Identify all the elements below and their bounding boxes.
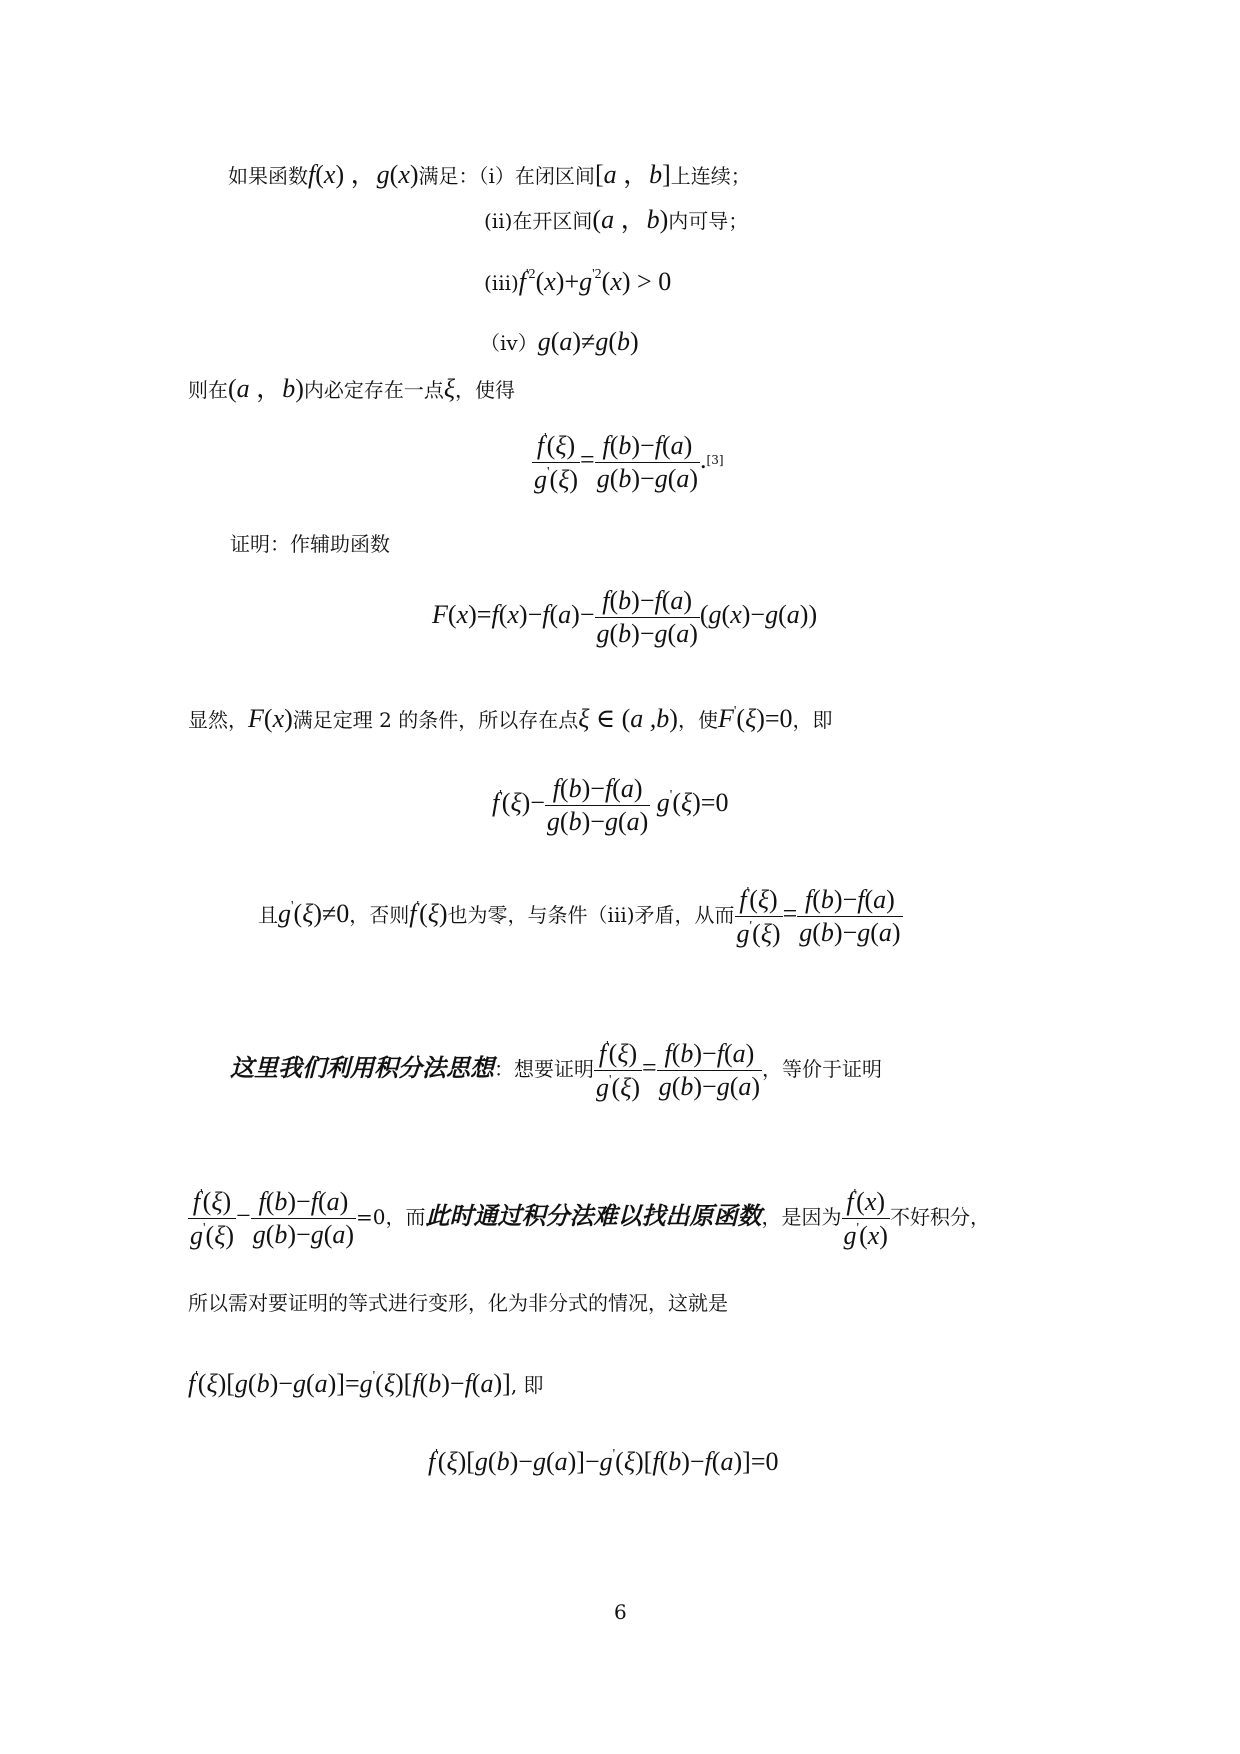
fraction-derivatives: $\frac{f'(\xi)}{g'(\xi)}$	[534, 431, 579, 494]
theorem-conclusion-line	[188, 376, 515, 402]
theorem-condition-4	[480, 329, 639, 355]
theorem-intro: 如果函数	[228, 164, 308, 188]
cond3-label: (iii)	[484, 271, 519, 295]
conclusion-post: 内必定存在一点	[303, 378, 444, 402]
page-number-text: 6	[614, 1600, 627, 1624]
final-formula: f'(ξ)[g(b)−g(a)]−g'(ξ)[f(b)−f(a)]=0	[428, 1447, 779, 1476]
discussion-zero: =0，而	[356, 1205, 426, 1229]
discussion-line-1: 这里我们利用积分法思想：想要证明 $\frac{f'(\xi)}{g'(\xi)}$ = $\frac{f(b)-f(a)}{g(b)-g(a)}$ ，等价于证明	[230, 1039, 883, 1102]
obviously-mid: 满足定理 2 的条件，所以存在点	[292, 708, 579, 732]
theorem-hypothesis-line	[228, 162, 751, 188]
formula-xi: ξ	[443, 374, 455, 403]
conclusion-tail: ，使得	[455, 378, 515, 402]
and-line: 且g'(ξ)≠0，否则f'(ξ)也为零，与条件（iii)矛盾，从而 $\frac{f'(\xi)}{g'(\xi)}$ = $\frac{f(b)-f(a)}{g(b)-g(a)}$	[258, 885, 901, 948]
transformed-equality: f'(ξ)[g(b)−g(a)]=g'(ξ)[f(b)−f(a)], 即	[188, 1369, 544, 1398]
discussion-ie: , 即	[510, 1373, 544, 1397]
emphasis-integral-method: 这里我们利用积分法思想	[230, 1054, 494, 1082]
page-number	[614, 1602, 627, 1622]
formula-cond3: $f^{'2}(x)+g^{'2}(x) > 0$	[518, 267, 672, 296]
and-mid: ，否则	[349, 903, 410, 927]
emphasis-hard-antiderivative: 此时通过积分法难以找出原函数	[425, 1202, 762, 1230]
discussion-equiv: ，等价于证明	[762, 1057, 883, 1081]
fraction-derivative-zero: $\frac{f(b)-f(a)}{g(b)-g(a)}$	[546, 774, 649, 836]
formula-interval-ab: (a ，b)	[228, 374, 304, 403]
fraction-aux: $\frac{f(b)-f(a)}{g(b)-g(a)}$	[596, 586, 698, 648]
cond2-tail: 内可导；	[668, 209, 749, 233]
formula-open-interval: (a ，b)	[592, 205, 669, 234]
and-mid2: 也为零，与条件（iii)矛盾，从而	[447, 903, 735, 927]
citation-ref: [3]	[706, 453, 724, 467]
derivative-zero-formula: f'(ξ)− $\frac{f(b)-f(a)}{g(b)-g(a)}$ g'(ξ)=0	[492, 774, 729, 836]
formula-closed-interval: [a ，b]	[594, 160, 671, 189]
obviously-tail2: ，即	[792, 708, 833, 732]
fraction-differences: $\frac{f(b)-f(a)}{g(b)-g(a)}$	[596, 431, 699, 493]
and-pre: 且	[258, 903, 278, 927]
discussion-colon: ：想要证明	[494, 1057, 594, 1081]
obviously-text: 显然，	[188, 708, 248, 732]
cond2-label: (ii)在开区间	[484, 209, 593, 233]
discussion-hard: 不好积分，	[889, 1205, 990, 1229]
formula-cond4: g(a)≠g(b)	[537, 327, 639, 356]
obviously-tail1: ，使	[677, 708, 718, 732]
formula-fx: f(x) ，g(x)	[308, 160, 419, 189]
theorem-condition-2	[484, 207, 748, 233]
theorem-satisfy: 满足：（i）在闭区间	[418, 164, 595, 188]
theorem-condition-3	[484, 268, 671, 295]
cond4-label: （iv）	[480, 331, 538, 355]
discussion-need: 所以需对要证明的等式进行变形，化为非分式的情况，这就是	[188, 1291, 728, 1315]
theorem-cond1-tail: 上连续；	[670, 164, 751, 188]
obviously-line: 显然，F(x)满足定理 2 的条件，所以存在点ξ ∈ (a ,b)，使F'(ξ)=0，即	[188, 704, 833, 733]
discussion-line-2: $\frac{f'(\xi)}{g'(\xi)}$ − $\frac{f(b)-f(a)}{g(b)-g(a)}$ =0，而此时通过积分法难以找出原函数，是因为 $\frac{f'(x)}{g'(x)}$ 不好积分，	[190, 1187, 990, 1250]
discussion-line-3	[188, 1293, 728, 1313]
auxiliary-function-formula: F(x)=f(x)−f(a)− $\frac{f(b)-f(a)}{g(b)-g(a)}$ (g(x)−g(a))	[432, 586, 818, 648]
cauchy-formula: $\frac{f'(\xi)}{g'(\xi)}$ = $\frac{f(b)-f(a)}{g(b)-g(a)}$ .[3]	[534, 431, 724, 494]
proof-label	[230, 534, 390, 554]
discussion-because: ，是因为	[761, 1205, 842, 1229]
proof-label-text: 证明：作辅助函数	[230, 532, 390, 556]
conclusion-pre: 则在	[188, 378, 228, 402]
